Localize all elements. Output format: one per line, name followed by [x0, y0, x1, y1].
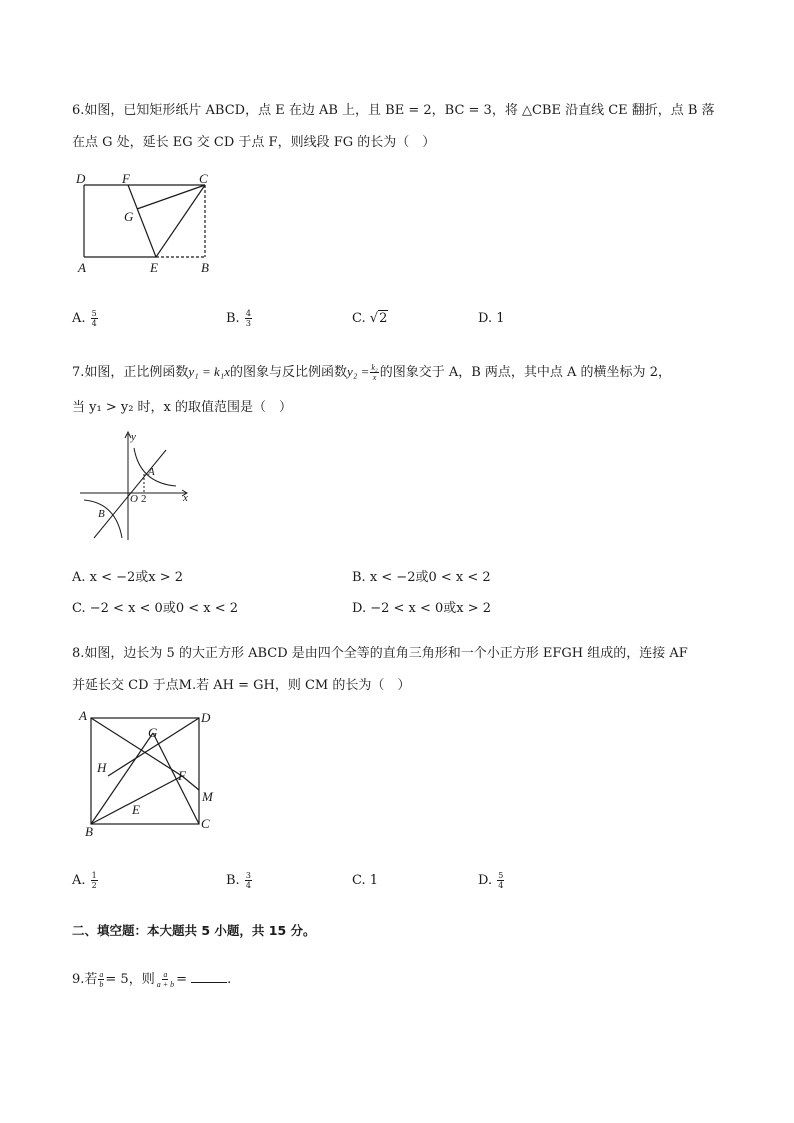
- q9-prefix: 9.若: [72, 972, 98, 987]
- q9-fraction-2: $\frac{a}{a + b}$: [156, 970, 175, 989]
- q7-option-a[interactable]: A. x < −2或x > 2: [72, 570, 184, 585]
- q9-line: [72, 970, 231, 990]
- q8-option-a[interactable]: [72, 871, 99, 891]
- option-letter: C.: [352, 311, 366, 326]
- option-letter: D.: [478, 311, 493, 326]
- q6-line-ec: [156, 185, 205, 257]
- q8-option-d[interactable]: [478, 871, 505, 891]
- q7-option-b[interactable]: B. x < −2或0 < x < 2: [352, 570, 491, 585]
- q8-label-d: D: [201, 710, 211, 725]
- option-letter: A.: [72, 873, 86, 888]
- q6-label-f: F: [122, 171, 130, 186]
- option-letter: A.: [72, 311, 86, 326]
- q8-line2: 并延长交 CD 于点M.若 AH = GH，则 CM 的长为（ ）: [72, 678, 411, 693]
- q8-option-c[interactable]: [352, 871, 378, 891]
- fraction: $\frac{5}{4}$: [498, 871, 504, 890]
- q7-label-y: y: [131, 431, 136, 443]
- q7-label-x: x: [183, 492, 188, 504]
- q8-label-b: B: [85, 824, 93, 839]
- q7-text-b: 的图象与反比例函数: [230, 365, 348, 380]
- q6-option-d[interactable]: [478, 309, 505, 329]
- q6-line-gc: [137, 185, 205, 209]
- q8-label-c: C: [201, 816, 210, 831]
- fraction: $\frac{5}{4}$: [91, 309, 97, 328]
- q8-label-e: E: [132, 802, 140, 817]
- q8-line-bg: [91, 733, 153, 824]
- fraction: $\frac{1}{2}$: [91, 871, 97, 890]
- q6-label-a: A: [78, 260, 86, 275]
- option-letter: D.: [478, 873, 493, 888]
- q6-label-g: G: [124, 209, 134, 224]
- option-text: 1: [369, 873, 379, 888]
- q6-figure: [72, 168, 222, 280]
- option-text: 1: [496, 311, 505, 326]
- option-letter: B.: [226, 873, 240, 888]
- q7-label-a: A: [148, 466, 155, 478]
- q7-line2: 当 y₁ > y₂ 时，x 的取值范围是（ ）: [72, 400, 292, 415]
- q7-line1: [72, 362, 671, 383]
- fraction: $\frac{3}{4}$: [245, 871, 251, 890]
- q8-line1: 8.如图，边长为 5 的大正方形 ABCD 是由四个全等的直角三角形和一个小正方形 EFGH 组成的，连接 AF: [72, 646, 688, 661]
- q8-label-a: A: [79, 708, 87, 723]
- q7-formula-1: y₁ = k₁x: [188, 364, 231, 379]
- q6-label-e: E: [150, 260, 158, 275]
- q7-text-a: 7.如图，正比例函数: [72, 365, 189, 380]
- option-letter: C.: [352, 873, 366, 888]
- q7-formula-2-lhs: y₂ =: [347, 364, 370, 379]
- q8-label-g: G: [148, 725, 158, 740]
- q7-option-c[interactable]: C. −2 < x < 0或0 < x < 2: [72, 601, 239, 616]
- fraction: $\frac{4}{3}$: [245, 309, 251, 328]
- q6-line2: 在点 G 处，延长 EG 交 CD 于点 F，则线段 FG 的长为（ ）: [72, 135, 436, 150]
- q7-formula-2-frac: $\frac{\text{k₂}}{x}$: [371, 363, 378, 382]
- option-letter: B.: [226, 311, 240, 326]
- q6-option-a[interactable]: [72, 309, 99, 329]
- q7-option-d[interactable]: D. −2 < x < 0或x > 2: [352, 601, 492, 616]
- q6-option-c[interactable]: [352, 309, 388, 329]
- q6-option-b[interactable]: [226, 309, 253, 329]
- q7-text-c: 的图象交于 A，B 两点，其中点 A 的横坐标为 2，: [379, 365, 671, 380]
- q9-answer-blank[interactable]: [191, 970, 227, 983]
- q8-figure: [75, 706, 225, 844]
- q7-figure: [78, 428, 196, 543]
- q9-equals: =: [176, 972, 188, 987]
- q7-label-o: O: [130, 493, 138, 505]
- q8-label-f: F: [178, 768, 186, 783]
- q6-label-c: C: [199, 171, 208, 186]
- q8-label-h: H: [97, 760, 107, 775]
- q7-label-2: 2: [141, 493, 147, 505]
- q7-hyperbola-right: [134, 448, 176, 486]
- q6-label-d: D: [76, 171, 86, 186]
- q8-option-b[interactable]: [226, 871, 253, 891]
- q9-end: .: [227, 972, 232, 987]
- sqrt-expression: √2: [369, 311, 388, 326]
- q7-label-b: B: [98, 508, 105, 520]
- q6-label-b: B: [201, 260, 209, 275]
- q8-label-m: M: [202, 789, 213, 804]
- q9-mid: = 5，则: [105, 972, 155, 987]
- section-heading-fill-in: 二、填空题：本大题共 5 小题，共 15 分。: [72, 923, 316, 938]
- q6-line1: 6.如图，已知矩形纸片 ABCD，点 E 在边 AB 上，且 BE = 2，BC = 3，将 △CBE 沿直线 CE 翻折，点 B 落: [72, 103, 715, 118]
- q9-fraction-1: $\frac{a}{b}$: [99, 970, 104, 989]
